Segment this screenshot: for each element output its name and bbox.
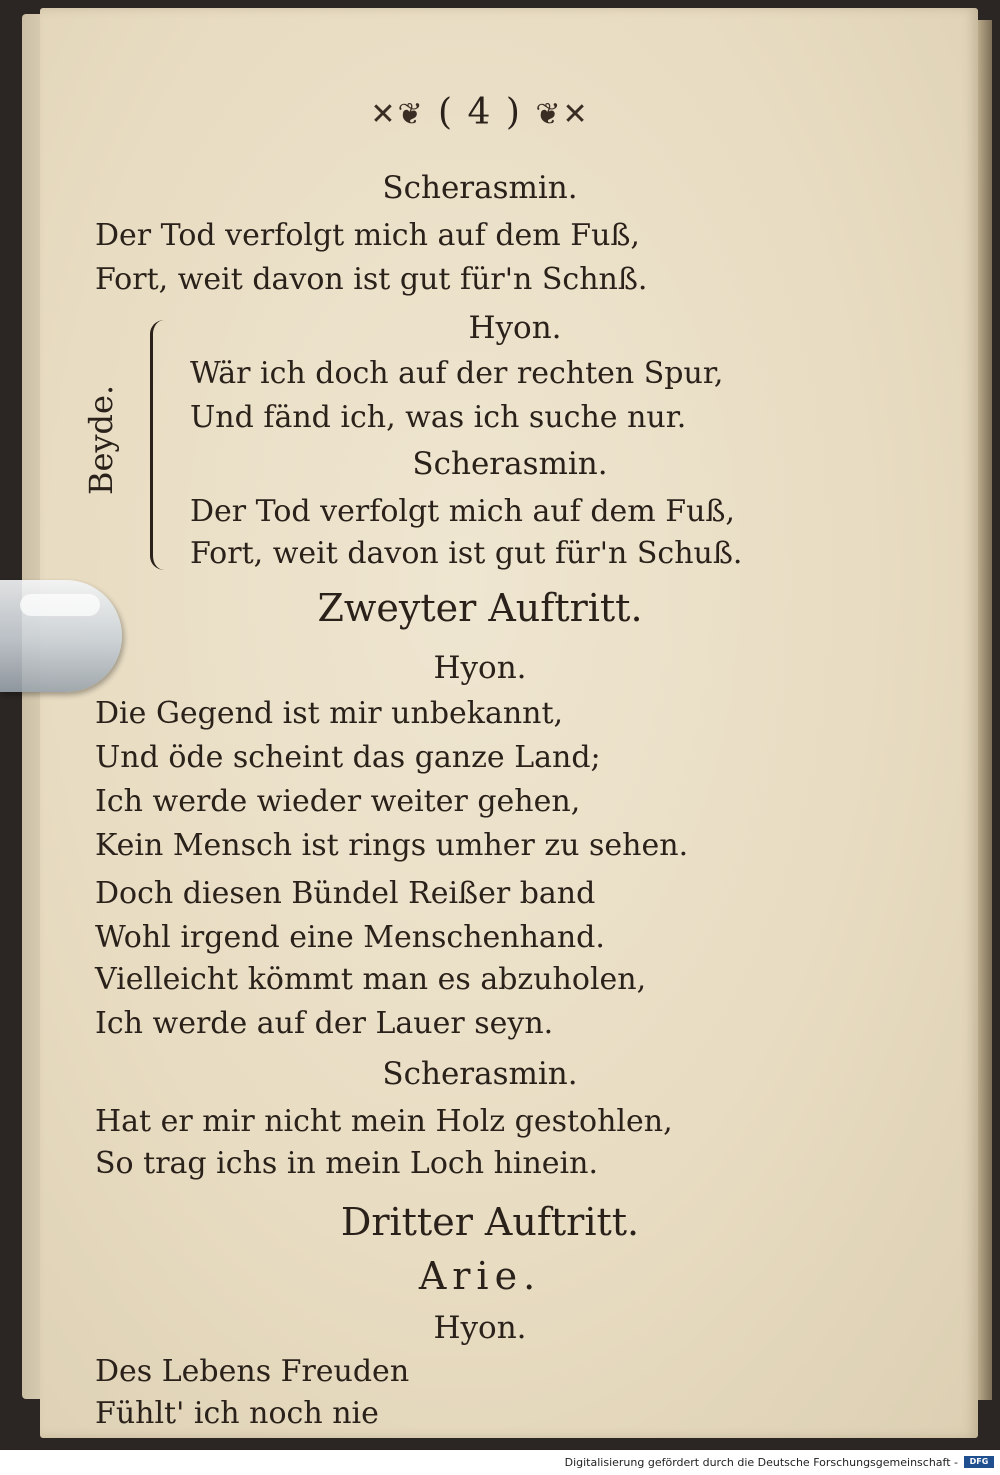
- verse-line: Und fänd ich, was ich suche nur.: [190, 400, 687, 435]
- verse-line: Der Tod verfolgt mich auf dem Fuß,: [95, 218, 640, 253]
- speaker-scherasmin-2: Scherasmin.: [412, 446, 608, 482]
- ornament-left-icon: ✕❦: [370, 97, 425, 132]
- scene-title-2: Zweyter Auftritt.: [317, 586, 643, 630]
- book-edge-right: [978, 20, 992, 1400]
- scene-title-3: Dritter Auftritt.: [340, 1200, 640, 1244]
- verse-line: Wär ich doch auf der rechten Spur,: [190, 356, 724, 391]
- speaker-hyon-1: Hyon.: [468, 310, 562, 346]
- verse-line: Ich werde auf der Lauer seyn.: [95, 1006, 554, 1041]
- verse-line: Und öde scheint das ganze Land;: [95, 740, 601, 775]
- page-header: [300, 92, 660, 133]
- verse-line: Doch diesen Bündel Reißer band: [95, 876, 596, 911]
- page-clip-highlight: [20, 594, 100, 616]
- dfg-logo-icon: DFG: [964, 1456, 994, 1468]
- verse-line: Vielleicht kömmt man es abzuholen,: [95, 962, 647, 997]
- verse-line: Wohl irgend eine Menschenhand.: [95, 920, 605, 955]
- ornament-right-icon: ❦✕: [535, 97, 590, 132]
- speaker-hyon-2: Hyon.: [433, 650, 527, 686]
- verse-line: Des Lebens Freuden: [95, 1354, 410, 1389]
- verse-line: Kein Mensch ist rings umher zu sehen.: [95, 828, 689, 863]
- verse-line: Fort, weit davon ist gut für'n Schuß.: [190, 536, 743, 571]
- speaker-hyon-3: Hyon.: [433, 1310, 527, 1346]
- verse-line: Die Gegend ist mir unbekannt,: [95, 696, 564, 731]
- verse-line: Ich werde wieder weiter gehen,: [95, 784, 581, 819]
- beyde-label: Beyde.: [82, 384, 120, 496]
- verse-line: Der Tod verfolgt mich auf dem Fuß,: [190, 494, 735, 529]
- footer-bar: [0, 1450, 1000, 1475]
- verse-line: Fühlt' ich noch nie: [95, 1396, 379, 1431]
- verse-line: So trag ichs in mein Loch hinein.: [95, 1146, 599, 1181]
- aria-subtitle: Arie.: [418, 1254, 542, 1298]
- footer-credit: Digitalisierung gefördert durch die Deutsche Forschungsgemeinschaft -: [564, 1456, 958, 1469]
- speaker-scherasmin-1: Scherasmin.: [382, 170, 578, 206]
- speaker-scherasmin-3: Scherasmin.: [382, 1056, 578, 1092]
- beyde-brace: [150, 320, 175, 570]
- page-number: ( 4 ): [438, 92, 522, 133]
- verse-line: Fort, weit davon ist gut für'n Schnß.: [95, 262, 648, 297]
- verse-line: Hat er mir nicht mein Holz gestohlen,: [95, 1104, 673, 1139]
